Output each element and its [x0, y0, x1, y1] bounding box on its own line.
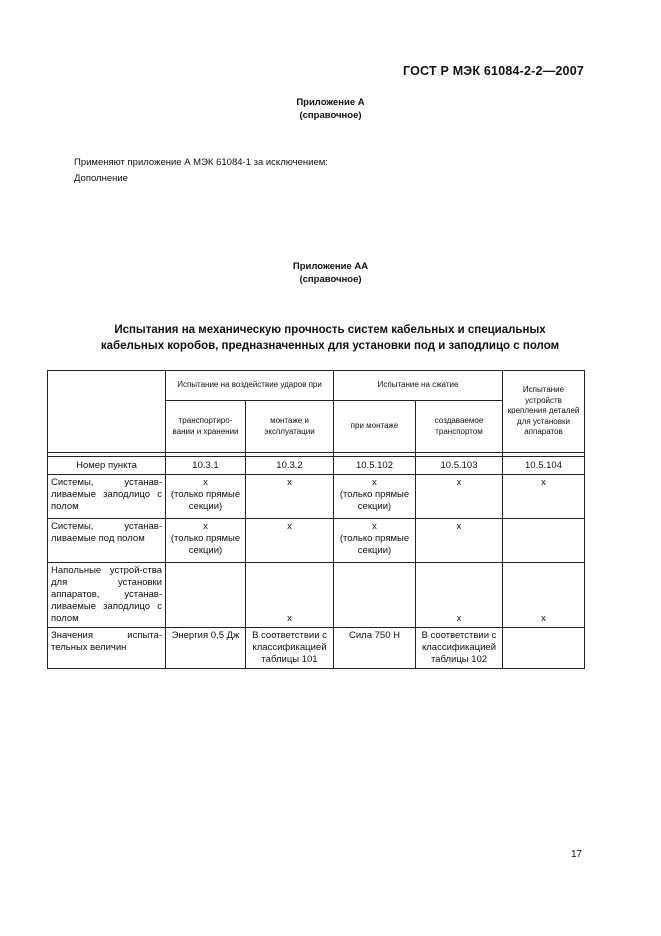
- cell: [166, 563, 246, 628]
- clause-5: 10.5.104: [503, 457, 585, 475]
- header-impact-test: Испытание на воздействие ударов при: [166, 371, 334, 401]
- values-row: [48, 628, 585, 669]
- cell: x: [246, 519, 334, 563]
- cell: x: [503, 475, 585, 519]
- cell: x (только прямые секции): [166, 519, 246, 563]
- value-table-102: В соответствии с классификацией таблицы 102: [416, 628, 503, 669]
- value-table-101: В соответствии с классификацией таблицы 101: [246, 628, 334, 669]
- cell: [334, 563, 416, 628]
- annex-a-title: Приложение А: [296, 97, 365, 108]
- row-label-under: Системы, устанав-ливаемые под полом: [48, 519, 166, 563]
- table-row: [48, 475, 585, 519]
- value-empty: [503, 628, 585, 669]
- header-vehicle: создаваемое транспортом: [416, 401, 503, 453]
- clause-4: 10.5.103: [416, 457, 503, 475]
- header-empty-cell: [48, 371, 166, 453]
- annex-aa-heading: [0, 260, 661, 286]
- header-compression-test: Испытание на сжатие: [334, 371, 503, 401]
- cell: x: [416, 563, 503, 628]
- table-heading-line1: Испытания на механическую прочность систем кабельных и специальных: [114, 324, 546, 336]
- values-label: Значения испыта-тельных величин: [48, 628, 166, 669]
- cell: x: [416, 475, 503, 519]
- annex-a-heading: [0, 96, 661, 122]
- clause-1: 10.3.1: [166, 457, 246, 475]
- table-heading-line2: кабельных коробов, предназначенных для установки под и заподлицо с полом: [100, 340, 560, 352]
- row-label-flush: Системы, устанав-ливаемые заподлицо с полом: [48, 475, 166, 519]
- table-row: [48, 563, 585, 628]
- annex-a-line2: Дополнение: [74, 173, 128, 184]
- header-row-1: [48, 371, 585, 401]
- value-force: Сила 750 Н: [334, 628, 416, 669]
- cell: x: [503, 563, 585, 628]
- table-row: [48, 519, 585, 563]
- page-number: 17: [571, 849, 583, 860]
- header-transport: транспортиро-вании и хранении: [166, 401, 246, 453]
- cell: x (только прямые секции): [334, 475, 416, 519]
- tests-table: [47, 370, 585, 669]
- clause-2: 10.3.2: [246, 457, 334, 475]
- annex-a-subtitle: (справочное): [299, 110, 362, 121]
- header-fixing-test: Испытание устройств крепления деталей для установки аппаратов: [503, 371, 585, 453]
- cell: [503, 519, 585, 563]
- header-mounting: монтаже и эксплуатации: [246, 401, 334, 453]
- cell: x (только прямые секции): [334, 519, 416, 563]
- clause-label: Номер пункта: [48, 457, 166, 475]
- annex-a-line1: Применяют приложение А МЭК 61084-1 за исключением:: [74, 157, 328, 168]
- value-energy: Энергия 0,5 Дж: [166, 628, 246, 669]
- annex-aa-subtitle: (справочное): [299, 274, 362, 285]
- header-install: при монтаже: [334, 401, 416, 453]
- cell: x: [416, 519, 503, 563]
- cell: x (только прямые секции): [166, 475, 246, 519]
- cell: x: [246, 475, 334, 519]
- row-label-floor-devices: Напольные устрой-ства для установки аппаратов, устанав-ливаемые заподлицо с полом: [48, 563, 166, 628]
- clause-row: [48, 457, 585, 475]
- cell: x: [246, 563, 334, 628]
- annex-a-text: [74, 155, 328, 187]
- standard-code: ГОСТ Р МЭК 61084-2-2—2007: [403, 64, 584, 78]
- annex-aa-title: Приложение АА: [292, 261, 369, 272]
- table-heading: [60, 322, 600, 354]
- clause-3: 10.5.102: [334, 457, 416, 475]
